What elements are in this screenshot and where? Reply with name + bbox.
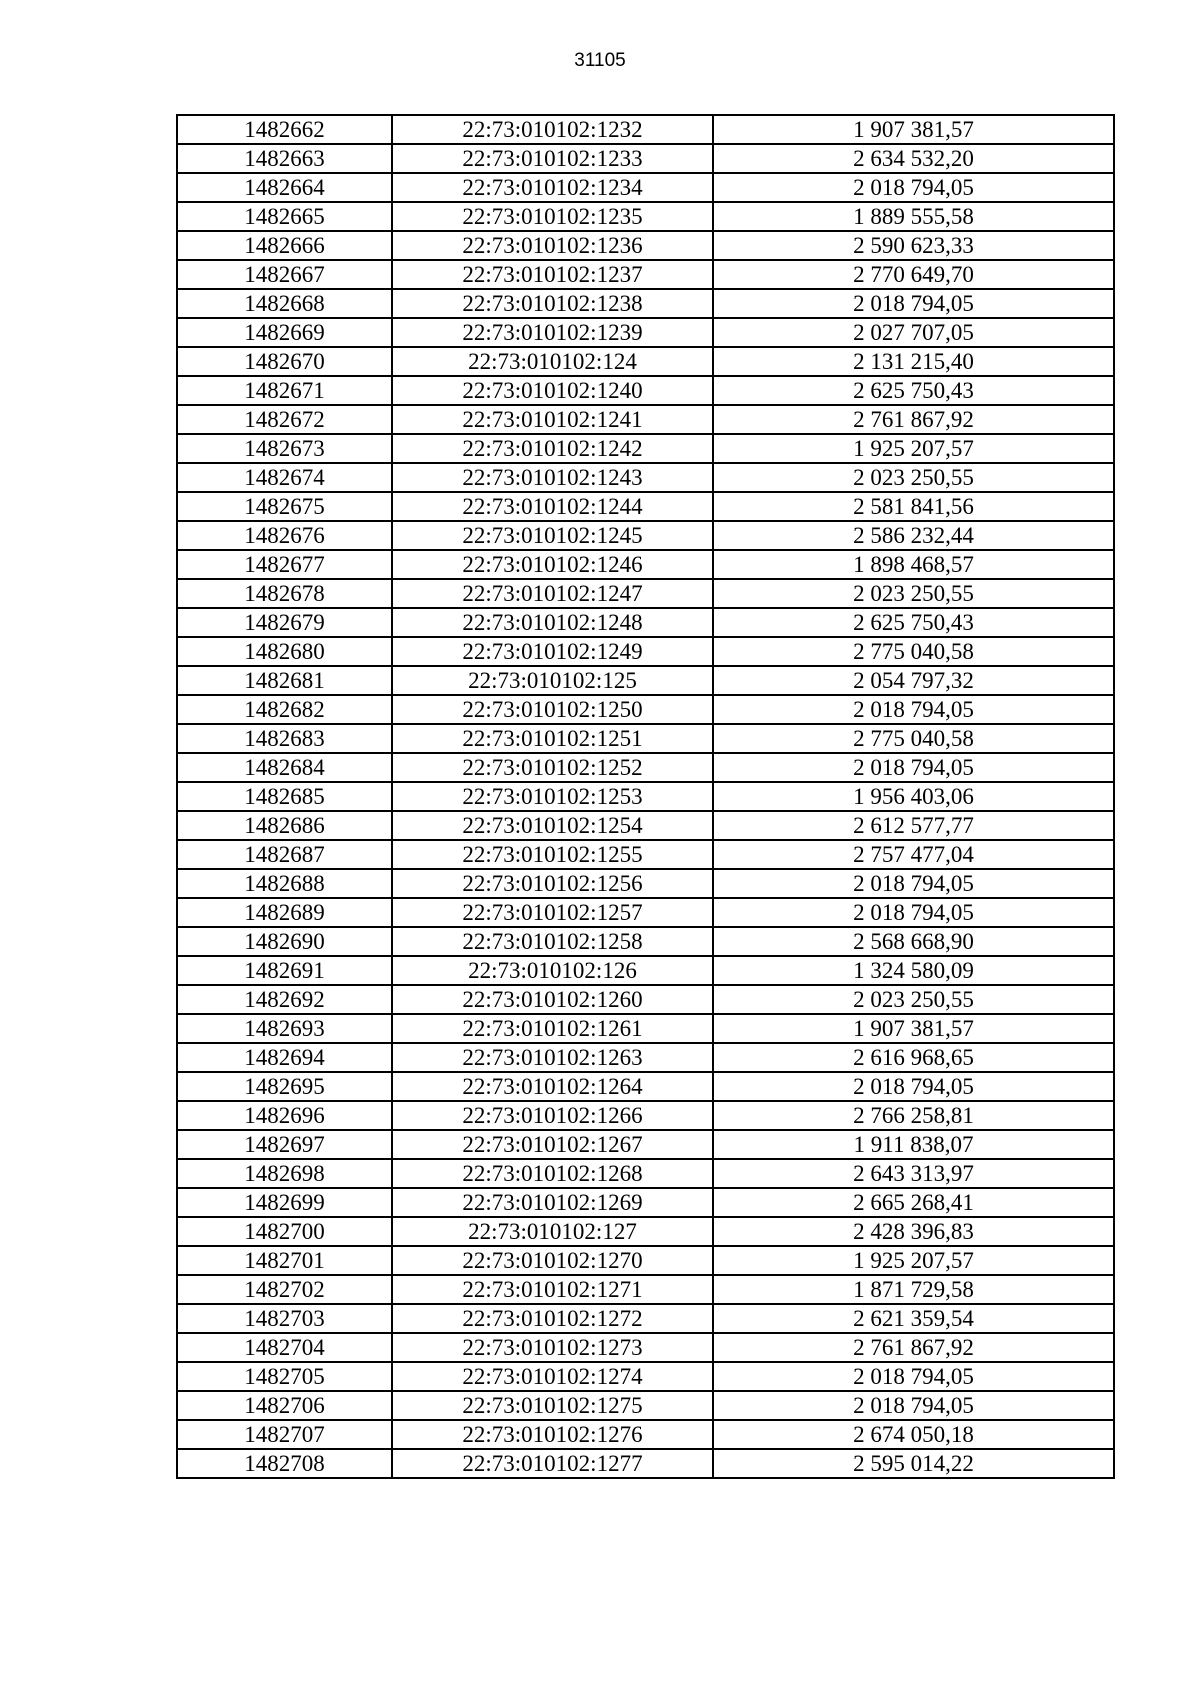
cadastral-number-cell: 22:73:010102:1268 xyxy=(392,1159,713,1188)
row-number-cell: 1482673 xyxy=(177,434,392,463)
row-number-cell: 1482691 xyxy=(177,956,392,985)
cadastral-value-cell: 2 761 867,92 xyxy=(713,405,1114,434)
cadastral-number-cell: 22:73:010102:127 xyxy=(392,1217,713,1246)
cadastral-value-cell: 1 925 207,57 xyxy=(713,1246,1114,1275)
cadastral-value-cell: 2 018 794,05 xyxy=(713,695,1114,724)
cadastral-number-cell: 22:73:010102:1249 xyxy=(392,637,713,666)
table-row xyxy=(177,1043,1114,1072)
row-number-cell: 1482697 xyxy=(177,1130,392,1159)
cadastral-value-cell: 2 023 250,55 xyxy=(713,579,1114,608)
table-row xyxy=(177,521,1114,550)
cadastral-value-cell: 2 018 794,05 xyxy=(713,1391,1114,1420)
cadastral-value-cell: 2 625 750,43 xyxy=(713,608,1114,637)
row-number-cell: 1482693 xyxy=(177,1014,392,1043)
row-number-cell: 1482667 xyxy=(177,260,392,289)
row-number-cell: 1482703 xyxy=(177,1304,392,1333)
row-number-cell: 1482670 xyxy=(177,347,392,376)
cadastral-value-cell: 2 018 794,05 xyxy=(713,1072,1114,1101)
table-row xyxy=(177,695,1114,724)
cadastral-number-cell: 22:73:010102:1277 xyxy=(392,1449,713,1478)
cadastral-number-cell: 22:73:010102:1235 xyxy=(392,202,713,231)
table-body xyxy=(177,115,1114,1478)
cadastral-number-cell: 22:73:010102:1263 xyxy=(392,1043,713,1072)
cadastral-number-cell: 22:73:010102:124 xyxy=(392,347,713,376)
cadastral-value-cell: 2 625 750,43 xyxy=(713,376,1114,405)
row-number-cell: 1482665 xyxy=(177,202,392,231)
table-row xyxy=(177,608,1114,637)
cadastral-number-cell: 22:73:010102:1236 xyxy=(392,231,713,260)
row-number-cell: 1482683 xyxy=(177,724,392,753)
row-number-cell: 1482700 xyxy=(177,1217,392,1246)
table-row xyxy=(177,550,1114,579)
table-row xyxy=(177,173,1114,202)
table-row xyxy=(177,1333,1114,1362)
table-row xyxy=(177,811,1114,840)
row-number-cell: 1482678 xyxy=(177,579,392,608)
cadastral-number-cell: 22:73:010102:1275 xyxy=(392,1391,713,1420)
cadastral-number-cell: 22:73:010102:1269 xyxy=(392,1188,713,1217)
row-number-cell: 1482707 xyxy=(177,1420,392,1449)
cadastral-number-cell: 22:73:010102:1237 xyxy=(392,260,713,289)
table-row xyxy=(177,405,1114,434)
cadastral-number-cell: 22:73:010102:125 xyxy=(392,666,713,695)
cadastral-number-cell: 22:73:010102:1232 xyxy=(392,115,713,144)
cadastral-value-cell: 2 023 250,55 xyxy=(713,985,1114,1014)
cadastral-value-cell: 1 911 838,07 xyxy=(713,1130,1114,1159)
table-row xyxy=(177,1130,1114,1159)
table-row xyxy=(177,1304,1114,1333)
cadastral-number-cell: 22:73:010102:1261 xyxy=(392,1014,713,1043)
table-row xyxy=(177,579,1114,608)
row-number-cell: 1482702 xyxy=(177,1275,392,1304)
row-number-cell: 1482695 xyxy=(177,1072,392,1101)
cadastral-number-cell: 22:73:010102:1252 xyxy=(392,753,713,782)
cadastral-value-cell: 2 770 649,70 xyxy=(713,260,1114,289)
cadastral-value-cell: 2 643 313,97 xyxy=(713,1159,1114,1188)
cadastral-number-cell: 22:73:010102:1253 xyxy=(392,782,713,811)
table-row xyxy=(177,115,1114,144)
table-row xyxy=(177,260,1114,289)
row-number-cell: 1482692 xyxy=(177,985,392,1014)
cadastral-value-cell: 1 889 555,58 xyxy=(713,202,1114,231)
cadastral-value-cell: 2 054 797,32 xyxy=(713,666,1114,695)
cadastral-number-cell: 22:73:010102:1242 xyxy=(392,434,713,463)
cadastral-value-cell: 2 766 258,81 xyxy=(713,1101,1114,1130)
cadastral-value-cell: 2 018 794,05 xyxy=(713,898,1114,927)
cadastral-number-cell: 22:73:010102:1245 xyxy=(392,521,713,550)
cadastral-value-cell: 2 018 794,05 xyxy=(713,173,1114,202)
row-number-cell: 1482671 xyxy=(177,376,392,405)
table-row xyxy=(177,202,1114,231)
row-number-cell: 1482699 xyxy=(177,1188,392,1217)
cadastral-number-cell: 22:73:010102:1264 xyxy=(392,1072,713,1101)
cadastral-value-cell: 2 581 841,56 xyxy=(713,492,1114,521)
row-number-cell: 1482666 xyxy=(177,231,392,260)
table-row xyxy=(177,1072,1114,1101)
cadastral-number-cell: 22:73:010102:1274 xyxy=(392,1362,713,1391)
cadastral-number-cell: 22:73:010102:1266 xyxy=(392,1101,713,1130)
row-number-cell: 1482668 xyxy=(177,289,392,318)
table-row xyxy=(177,869,1114,898)
cadastral-value-cell: 2 612 577,77 xyxy=(713,811,1114,840)
cadastral-number-cell: 22:73:010102:1233 xyxy=(392,144,713,173)
cadastral-value-cell: 2 616 968,65 xyxy=(713,1043,1114,1072)
row-number-cell: 1482690 xyxy=(177,927,392,956)
row-number-cell: 1482696 xyxy=(177,1101,392,1130)
cadastral-value-cell: 1 956 403,06 xyxy=(713,782,1114,811)
cadastral-number-cell: 22:73:010102:1243 xyxy=(392,463,713,492)
cadastral-value-cell: 2 131 215,40 xyxy=(713,347,1114,376)
table-row xyxy=(177,782,1114,811)
table-row xyxy=(177,1217,1114,1246)
cadastral-number-cell: 22:73:010102:1239 xyxy=(392,318,713,347)
row-number-cell: 1482694 xyxy=(177,1043,392,1072)
cadastral-number-cell: 22:73:010102:1255 xyxy=(392,840,713,869)
cadastral-value-cell: 2 621 359,54 xyxy=(713,1304,1114,1333)
table-row xyxy=(177,1362,1114,1391)
row-number-cell: 1482674 xyxy=(177,463,392,492)
table-row xyxy=(177,492,1114,521)
table-row xyxy=(177,1391,1114,1420)
table-row xyxy=(177,985,1114,1014)
cadastral-value-cell: 2 761 867,92 xyxy=(713,1333,1114,1362)
table-row xyxy=(177,927,1114,956)
row-number-cell: 1482708 xyxy=(177,1449,392,1478)
page-number: 31105 xyxy=(574,50,626,71)
cadastral-value-cell: 2 757 477,04 xyxy=(713,840,1114,869)
table-row xyxy=(177,318,1114,347)
row-number-cell: 1482669 xyxy=(177,318,392,347)
cadastral-number-cell: 22:73:010102:126 xyxy=(392,956,713,985)
cadastral-value-cell: 2 586 232,44 xyxy=(713,521,1114,550)
cadastral-value-cell: 2 428 396,83 xyxy=(713,1217,1114,1246)
cadastral-number-cell: 22:73:010102:1272 xyxy=(392,1304,713,1333)
row-number-cell: 1482663 xyxy=(177,144,392,173)
cadastral-number-cell: 22:73:010102:1273 xyxy=(392,1333,713,1362)
row-number-cell: 1482672 xyxy=(177,405,392,434)
cadastral-value-cell: 2 775 040,58 xyxy=(713,724,1114,753)
table-row xyxy=(177,898,1114,927)
cadastral-number-cell: 22:73:010102:1260 xyxy=(392,985,713,1014)
cadastral-number-cell: 22:73:010102:1254 xyxy=(392,811,713,840)
cadastral-number-cell: 22:73:010102:1240 xyxy=(392,376,713,405)
cadastral-number-cell: 22:73:010102:1267 xyxy=(392,1130,713,1159)
table-row xyxy=(177,434,1114,463)
cadastral-number-cell: 22:73:010102:1270 xyxy=(392,1246,713,1275)
cadastral-value-cell: 2 018 794,05 xyxy=(713,1362,1114,1391)
table-row xyxy=(177,231,1114,260)
cadastral-number-cell: 22:73:010102:1251 xyxy=(392,724,713,753)
cadastral-number-cell: 22:73:010102:1257 xyxy=(392,898,713,927)
cadastral-value-cell: 2 665 268,41 xyxy=(713,1188,1114,1217)
row-number-cell: 1482685 xyxy=(177,782,392,811)
table-row xyxy=(177,753,1114,782)
table-row xyxy=(177,1449,1114,1478)
cadastral-value-cell: 2 023 250,55 xyxy=(713,463,1114,492)
row-number-cell: 1482701 xyxy=(177,1246,392,1275)
cadastral-number-cell: 22:73:010102:1234 xyxy=(392,173,713,202)
table-row xyxy=(177,666,1114,695)
row-number-cell: 1482705 xyxy=(177,1362,392,1391)
table-row xyxy=(177,637,1114,666)
cadastral-value-cell: 1 907 381,57 xyxy=(713,1014,1114,1043)
cadastral-value-cell: 2 027 707,05 xyxy=(713,318,1114,347)
table-row xyxy=(177,956,1114,985)
row-number-cell: 1482677 xyxy=(177,550,392,579)
cadastral-number-cell: 22:73:010102:1256 xyxy=(392,869,713,898)
row-number-cell: 1482698 xyxy=(177,1159,392,1188)
cadastral-number-cell: 22:73:010102:1248 xyxy=(392,608,713,637)
table-row xyxy=(177,1275,1114,1304)
cadastral-number-cell: 22:73:010102:1250 xyxy=(392,695,713,724)
row-number-cell: 1482687 xyxy=(177,840,392,869)
row-number-cell: 1482706 xyxy=(177,1391,392,1420)
row-number-cell: 1482689 xyxy=(177,898,392,927)
table-row xyxy=(177,144,1114,173)
cadastral-value-cell: 1 925 207,57 xyxy=(713,434,1114,463)
cadastral-number-cell: 22:73:010102:1271 xyxy=(392,1275,713,1304)
cadastral-value-cell: 2 590 623,33 xyxy=(713,231,1114,260)
table-row xyxy=(177,289,1114,318)
cadastral-number-cell: 22:73:010102:1247 xyxy=(392,579,713,608)
row-number-cell: 1482688 xyxy=(177,869,392,898)
row-number-cell: 1482686 xyxy=(177,811,392,840)
cadastral-value-cell: 2 674 050,18 xyxy=(713,1420,1114,1449)
cadastral-value-cell: 2 634 532,20 xyxy=(713,144,1114,173)
row-number-cell: 1482682 xyxy=(177,695,392,724)
cadastral-value-cell: 2 775 040,58 xyxy=(713,637,1114,666)
cadastral-value-cell: 1 871 729,58 xyxy=(713,1275,1114,1304)
table-row xyxy=(177,1101,1114,1130)
cadastral-number-cell: 22:73:010102:1238 xyxy=(392,289,713,318)
cadastral-value-cell: 2 595 014,22 xyxy=(713,1449,1114,1478)
cadastral-value-cell: 1 898 468,57 xyxy=(713,550,1114,579)
row-number-cell: 1482684 xyxy=(177,753,392,782)
table-row xyxy=(177,463,1114,492)
cadastral-value-cell: 2 018 794,05 xyxy=(713,289,1114,318)
row-number-cell: 1482680 xyxy=(177,637,392,666)
row-number-cell: 1482679 xyxy=(177,608,392,637)
row-number-cell: 1482664 xyxy=(177,173,392,202)
table-row xyxy=(177,1188,1114,1217)
row-number-cell: 1482704 xyxy=(177,1333,392,1362)
table-row xyxy=(177,1246,1114,1275)
cadastral-number-cell: 22:73:010102:1241 xyxy=(392,405,713,434)
table-row xyxy=(177,1159,1114,1188)
cadastral-value-table xyxy=(176,114,1115,1479)
cadastral-value-cell: 2 568 668,90 xyxy=(713,927,1114,956)
table-row xyxy=(177,1014,1114,1043)
table-row xyxy=(177,724,1114,753)
cadastral-value-cell: 2 018 794,05 xyxy=(713,869,1114,898)
table-row xyxy=(177,376,1114,405)
cadastral-number-cell: 22:73:010102:1258 xyxy=(392,927,713,956)
table-row xyxy=(177,1420,1114,1449)
cadastral-number-cell: 22:73:010102:1246 xyxy=(392,550,713,579)
cadastral-number-cell: 22:73:010102:1244 xyxy=(392,492,713,521)
table-row xyxy=(177,347,1114,376)
table-row xyxy=(177,840,1114,869)
row-number-cell: 1482681 xyxy=(177,666,392,695)
row-number-cell: 1482662 xyxy=(177,115,392,144)
row-number-cell: 1482676 xyxy=(177,521,392,550)
cadastral-number-cell: 22:73:010102:1276 xyxy=(392,1420,713,1449)
cadastral-value-cell: 1 324 580,09 xyxy=(713,956,1114,985)
cadastral-value-cell: 1 907 381,57 xyxy=(713,115,1114,144)
row-number-cell: 1482675 xyxy=(177,492,392,521)
cadastral-value-cell: 2 018 794,05 xyxy=(713,753,1114,782)
